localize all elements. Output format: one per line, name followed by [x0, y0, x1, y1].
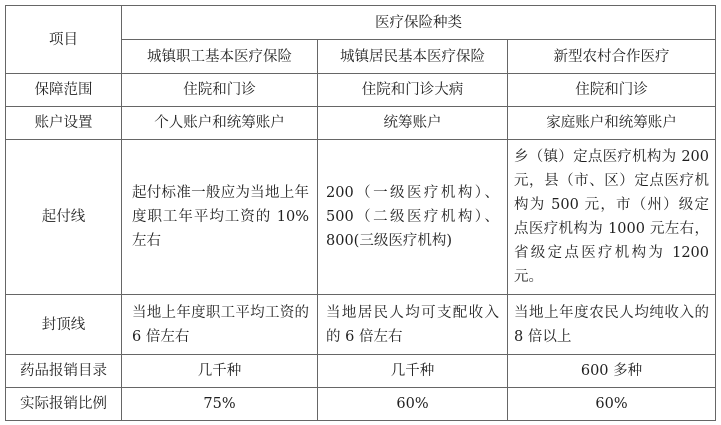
row-label: 封顶线 — [41, 316, 86, 333]
table-cell — [508, 295, 716, 355]
row-label: 保障范围 — [34, 82, 93, 98]
plan-header-resident — [318, 40, 508, 74]
row-label-cell — [6, 355, 122, 388]
cell-value: 当地上年度农民人均纯收入的 8 倍以上 — [514, 304, 710, 345]
table-cell — [318, 355, 508, 388]
table-row-account-setup — [6, 107, 716, 140]
table-row-cap-line — [6, 295, 716, 355]
group-header-label: 医疗保险种类 — [375, 14, 462, 31]
cell-value: 个人账户和统筹账户 — [154, 115, 285, 131]
table-cell — [318, 388, 508, 421]
table-cell — [508, 388, 716, 421]
header-row-group — [6, 6, 716, 40]
table-cell — [122, 355, 318, 388]
cell-value: 几千种 — [390, 363, 435, 379]
plan-header-rural — [508, 40, 716, 74]
cell-value: 住院和门诊大病 — [361, 82, 464, 98]
row-label-cell — [6, 295, 122, 355]
cell-value: 200（一级医疗机构）、500（二级医疗机构）、800(三级医疗机构) — [326, 185, 499, 249]
table-row-drug-catalog — [6, 355, 716, 388]
table-cell — [318, 74, 508, 107]
cell-value: 当地居民人均可支配收入的 6 倍左右 — [326, 304, 499, 345]
table-cell — [508, 74, 716, 107]
table-cell — [122, 295, 318, 355]
cell-value: 75% — [203, 396, 236, 412]
insurance-comparison-table — [5, 5, 716, 421]
row-label-cell — [6, 140, 122, 295]
table-cell — [508, 355, 716, 388]
cell-value: 几千种 — [197, 363, 242, 379]
row-label-cell — [6, 74, 122, 107]
table-cell — [122, 107, 318, 140]
table-row-reimbursement-ratio — [6, 388, 716, 421]
row-label-cell — [6, 107, 122, 140]
cell-value: 60% — [396, 396, 429, 412]
plan-header-label: 城镇居民基本医疗保险 — [340, 48, 485, 65]
row-label-cell — [6, 388, 122, 421]
table-cell — [508, 107, 716, 140]
table-row-deductible-line — [6, 140, 716, 295]
cell-value: 600 多种 — [580, 363, 643, 379]
cell-value: 统筹账户 — [383, 115, 442, 131]
table-cell — [318, 295, 508, 355]
row-label: 实际报销比例 — [20, 396, 107, 412]
cell-value: 家庭账户和统筹账户 — [546, 115, 677, 131]
row-label: 起付线 — [41, 209, 86, 225]
table-cell — [508, 140, 716, 295]
cell-value: 当地上年度职工平均工资的 6 倍左右 — [132, 304, 309, 345]
table-cell — [318, 107, 508, 140]
row-label: 药品报销目录 — [20, 363, 107, 379]
table-cell — [122, 140, 318, 295]
item-header-cell — [6, 6, 122, 74]
plan-header-label: 新型农村合作医疗 — [553, 48, 670, 65]
cell-value: 起付标准一般应为当地上年度职工年平均工资的 10%左右 — [132, 185, 309, 249]
plan-header-employee — [122, 40, 318, 74]
group-header-cell — [122, 6, 716, 40]
insurance-comparison-table-container — [5, 5, 716, 421]
cell-value: 乡（镇）定点医疗机构为 200 元，县（市、区）定点医疗机构为 500 元，市（州）级定点医疗机构为 1000 元左右，省级定点医疗机构为 1200 元。 — [514, 149, 710, 285]
table-cell — [122, 388, 318, 421]
table-row-coverage-scope — [6, 74, 716, 107]
cell-value: 住院和门诊 — [183, 82, 256, 98]
plan-header-label: 城镇职工基本医疗保险 — [147, 48, 292, 65]
row-label: 账户设置 — [34, 115, 93, 131]
table-cell — [122, 74, 318, 107]
cell-value: 住院和门诊 — [575, 82, 648, 98]
item-header-label: 项目 — [49, 31, 78, 48]
cell-value: 60% — [595, 396, 628, 412]
table-cell — [318, 140, 508, 295]
